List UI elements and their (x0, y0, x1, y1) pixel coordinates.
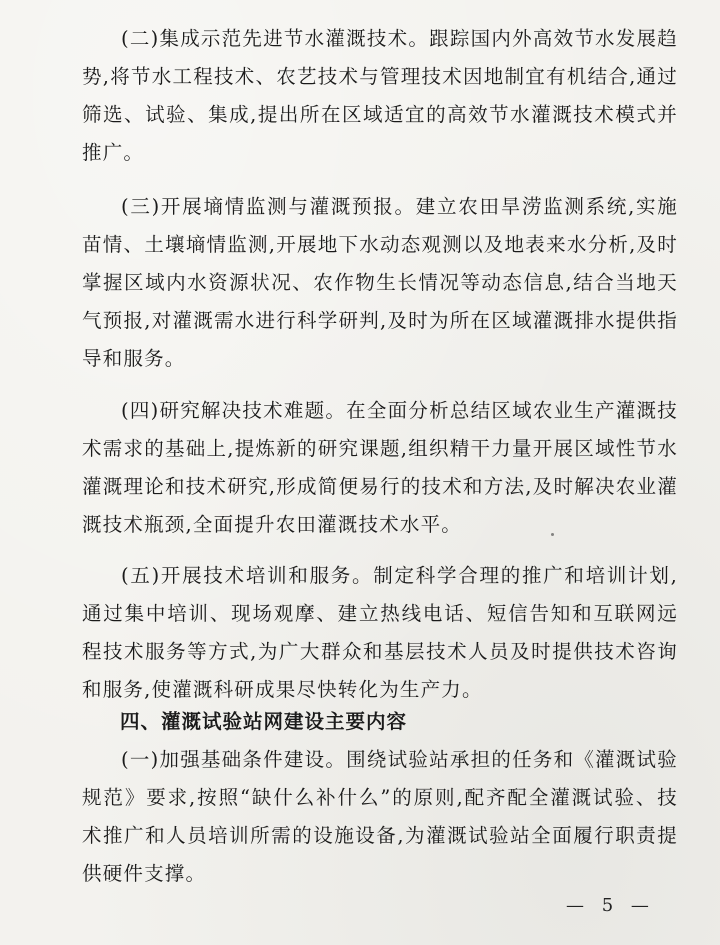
paragraph-section-5 (82, 557, 678, 709)
paragraph-section-4-1 (82, 741, 678, 893)
scan-speck (551, 533, 554, 536)
paragraph-section-4 (82, 392, 678, 544)
section-heading: 四、灌溉试验站网建设主要内容 (120, 710, 408, 733)
paragraph-text: (一)加强基础条件建设。围绕试验站承担的任务和《灌溉试验规范》要求,按照“缺什么补什么”的原则,配齐配全灌溉试验、技术推广和人员培训所需的设施设备,为灌溉试验站全面履行职责提供硬件支撑。 (82, 748, 678, 885)
paragraph-text: (四)研究解决技术难题。在全面分析总结区域农业生产灌溉技术需求的基础上,提炼新的研究课题,组织精干力量开展区域性节水灌溉理论和技术研究,形成简便易行的技术和方法,及时解决农业灌溉技术瓶颈,全面提升农田灌溉技术水平。 (82, 399, 678, 536)
paragraph-section-2 (82, 20, 678, 172)
page-number: — 5 — (566, 895, 655, 916)
paragraph-section-3 (82, 188, 678, 378)
paragraph-text: (二)集成示范先进节水灌溉技术。跟踪国内外高效节水发展趋势,将节水工程技术、农艺技术与管理技术因地制宜有机结合,通过筛选、试验、集成,提出所在区域适宜的高效节水灌溉技术模式并推广。 (82, 27, 678, 164)
paragraph-text: (五)开展技术培训和服务。制定科学合理的推广和培训计划,通过集中培训、现场观摩、建立热线电话、短信告知和互联网远程技术服务等方式,为广大群众和基层技术人员及时提供技术咨询和服务,使灌溉科研成果尽快转化为生产力。 (82, 564, 678, 701)
paragraph-text: (三)开展墒情监测与灌溉预报。建立农田旱涝监测系统,实施苗情、土壤墒情监测,开展地下水动态观测以及地表来水分析,及时掌握区域内水资源状况、农作物生长情况等动态信息,结合当地天气预报,对灌溉需水进行科学研判,及时为所在区域灌溉排水提供指导和服务。 (82, 195, 678, 370)
